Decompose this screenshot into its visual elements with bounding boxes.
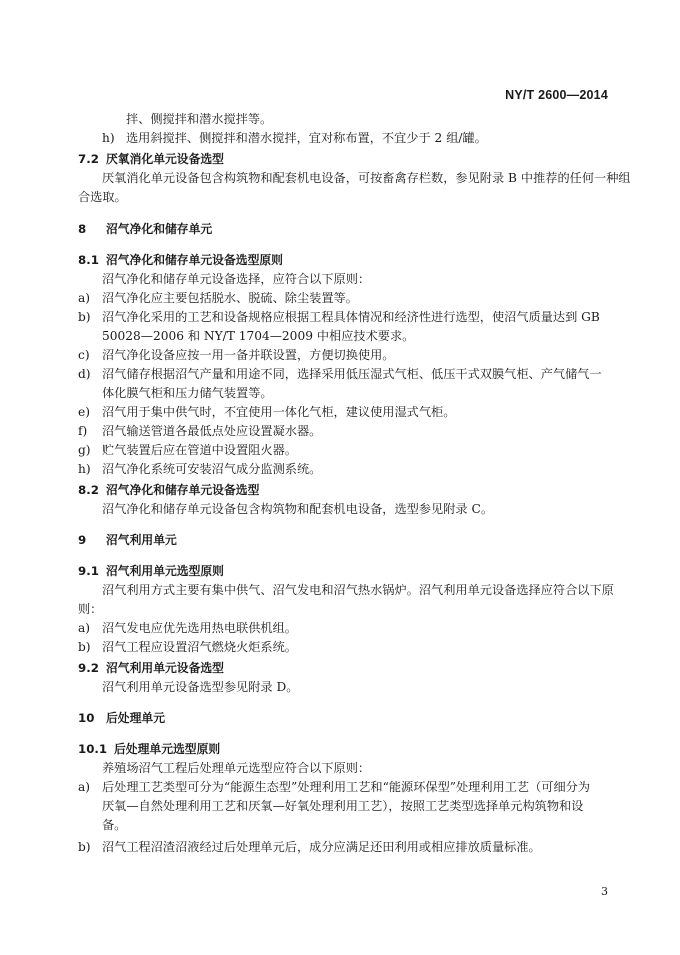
list-item: h) 沼气净化系统可安装沼气成分监测系统。 — [78, 462, 322, 476]
section-heading-10-1: 10.1 后处理单元选型原则 — [78, 742, 221, 756]
section-9-1-body-line1: 沼气利用方式主要有集中供气、沼气发电和沼气热水锅炉。沼气利用单元设备选择应符合以下原 — [102, 583, 614, 597]
list-item: g) 贮气装置后应在管道中设置阻火器。 — [78, 443, 297, 457]
document-body — [78, 110, 631, 857]
section-7-2-body-line2: 合选取。 — [78, 190, 127, 204]
list-marker: h) — [102, 131, 115, 145]
list-item: d) 沼气储存根据沼气产量和用途不同，选择采用低压湿式气柜、低压干式双膜气柜、产气储气一 — [78, 367, 602, 381]
section-heading-9-1: 9.1 沼气利用单元选型原则 — [78, 564, 224, 578]
section-heading-8-2: 8.2 沼气净化和储存单元设备选型 — [78, 483, 260, 497]
section-7-2-body-line1: 厌氧消化单元设备包含构筑物和配套机电设备，可按畜禽存栏数，参见附录 B 中推荐的任何一种组 — [102, 171, 631, 185]
list-text: 选用斜搅拌、侧搅拌和潜水搅拌，宜对称布置，不宜少于 2 组/罐。 — [126, 131, 487, 145]
list-item-continuation: 厌氧—自然处理利用工艺和厌氧—好氧处理利用工艺），按照工艺类型选择单元构筑物和设 — [102, 799, 584, 813]
section-9-2-body: 沼气利用单元设备选型参见附录 D。 — [102, 680, 299, 694]
section-8-2-body: 沼气净化和储存单元设备包含构筑物和配套机电设备，选型参见附录 C。 — [102, 502, 494, 516]
carry-over-line: 拌、侧搅拌和潜水搅拌等。 — [126, 112, 273, 126]
list-item: b) 沼气工程应设置沼气燃烧火炬系统。 — [78, 640, 297, 654]
list-item: a) 沼气发电应优先选用热电联供机组。 — [78, 621, 297, 635]
list-item — [78, 129, 618, 148]
page-number: 3 — [601, 885, 608, 898]
section-8-1-intro: 沼气净化和储存单元设备选择，应符合以下原则： — [102, 272, 371, 286]
list-item: b) 沼气工程沼渣沼液经过后处理单元后，成分应满足还田利用或相应排放质量标准。 — [78, 840, 541, 854]
list-item: c) 沼气净化设备应按一用一备并联设置，方便切换使用。 — [78, 348, 395, 362]
chapter-heading-10: 10 后处理单元 — [78, 711, 165, 725]
list-item-continuation: 备。 — [102, 818, 127, 832]
list-item: a) 沼气净化应主要包括脱水、脱硫、除尘装置等。 — [78, 291, 358, 305]
list-item: e) 沼气用于集中供气时，不宜使用一体化气柜，建议使用湿式气柜。 — [78, 405, 456, 419]
section-10-1-intro: 养殖场沼气工程后处理单元选型应符合以下原则： — [102, 761, 371, 775]
list-item: b) 沼气净化采用的工艺和设备规格应根据工程具体情况和经济性进行选型，使沼气质量达到 GB — [78, 310, 600, 324]
section-9-1-body-line2: 则： — [78, 602, 103, 616]
list-item-continuation: 体化膜气柜和压力储气装置等。 — [102, 386, 273, 400]
list-item: f) 沼气输送管道各最低点处应设置凝水器。 — [78, 424, 322, 438]
chapter-heading-8: 8 沼气净化和储存单元 — [78, 222, 213, 236]
chapter-heading-9: 9 沼气利用单元 — [78, 533, 177, 547]
section-heading-7-2: 7.2 厌氧消化单元设备选型 — [78, 152, 224, 166]
list-item: a) 后处理工艺类型可分为“能源生态型”处理利用工艺和“能源环保型”处理利用工艺（可细分为 — [78, 780, 591, 794]
standard-code-header: NY/T 2600—2014 — [505, 88, 608, 102]
list-item-continuation: 50028—2006 和 NY/T 1704—2009 中相应技术要求。 — [102, 329, 415, 343]
section-heading-9-2: 9.2 沼气利用单元设备选型 — [78, 661, 224, 675]
section-heading-8-1: 8.1 沼气净化和储存单元设备选型原则 — [78, 253, 283, 267]
